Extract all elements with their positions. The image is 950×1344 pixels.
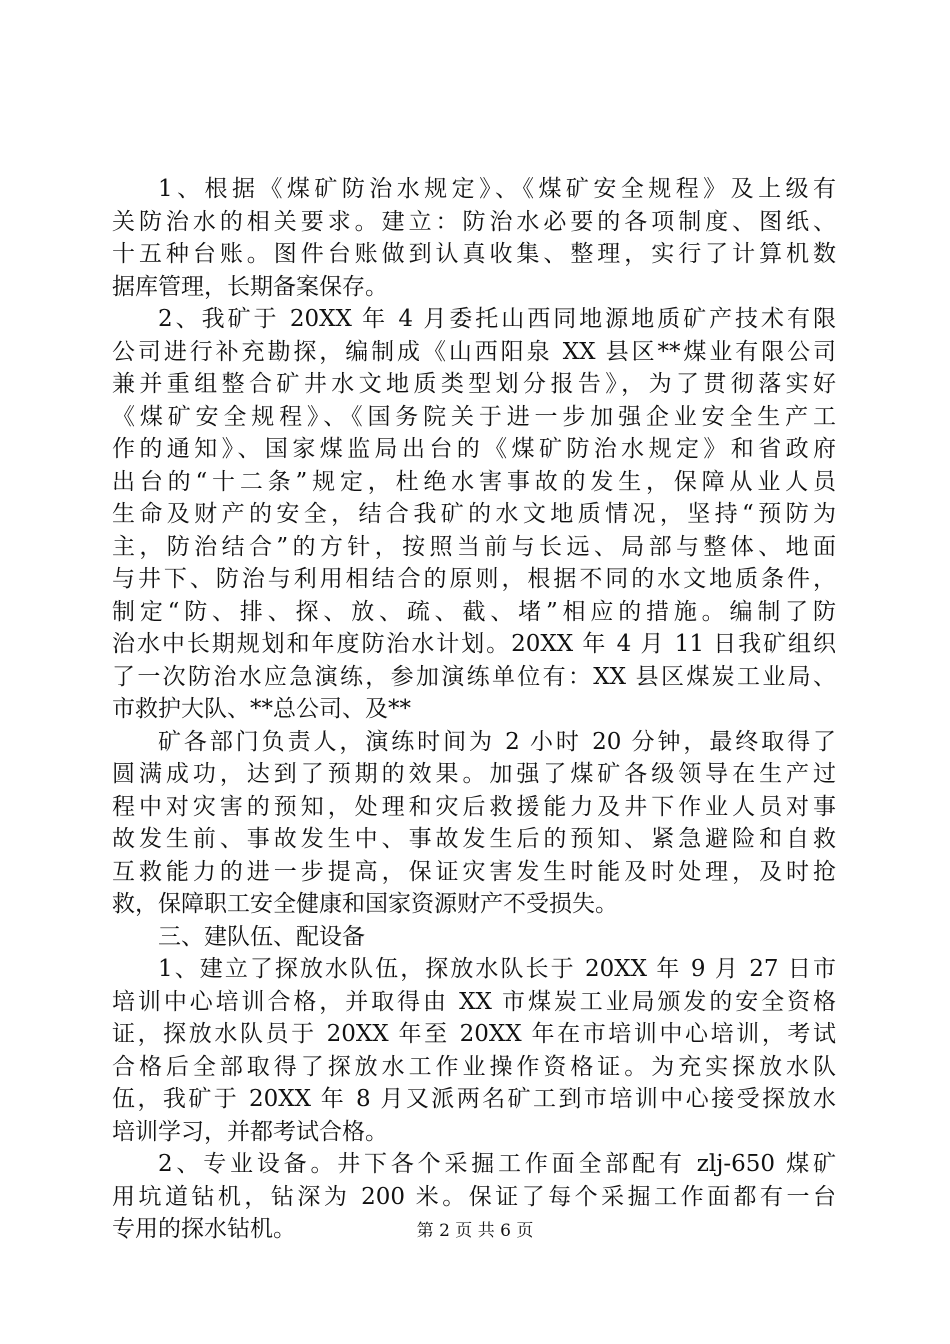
body-line-32: 用坑道钻机，钻深为 200 米。保证了每个采掘工作面都有一台 <box>112 1183 836 1210</box>
body-line-18: 矿各部门负责人，演练时间为 2 小时 20 分钟，最终取得了 <box>158 728 836 755</box>
body-line-17: 市救护大队、**总公司、及** <box>112 696 411 722</box>
body-line-33: 专用的探水钻机。 <box>112 1216 296 1242</box>
body-line-23: 救，保障职工安全健康和国家资源财产不受损失。 <box>112 891 618 917</box>
body-line-20: 程中对灾害的预知，处理和灾后救援能力及井下作业人员对事 <box>112 793 836 820</box>
body-line-13: 与井下、防治与利用相结合的原则，根据不同的水文地质条件， <box>112 566 836 592</box>
body-line-1: 1、根据《煤矿防治水规定》、《煤矿安全规程》及上级有 <box>158 176 836 202</box>
body-line-15: 治水中长期规划和年度防治水计划。20XX 年 4 月 11 日我矿组织 <box>112 631 836 657</box>
body-line-4: 据库管理，长期备案保存。 <box>112 273 388 300</box>
body-line-6: 公司进行补充勘探，编制成《山西阳泉 XX 县区**煤业有限公司 <box>112 338 836 365</box>
body-line-27: 证，探放水队员于 20XX 年至 20XX 年在市培训中心培训，考试 <box>112 1021 836 1047</box>
page-number-label: 第 2 页 共 6 页 <box>416 1221 534 1241</box>
body-line-28: 合格后全部取得了探放水工作业操作资格证。为充实探放水队 <box>112 1053 836 1080</box>
body-line-8: 《煤矿安全规程》、《国务院关于进一步加强企业安全生产工 <box>112 403 836 430</box>
body-line-12: 主，防治结合”的方针，按照当前与长远、局部与整体、地面 <box>112 533 836 560</box>
body-line-29: 伍，我矿于 20XX 年 8 月又派两名矿工到市培训中心接受探放水 <box>112 1086 836 1112</box>
body-line-25: 1、建立了探放水队伍，探放水队长于 20XX 年 9 月 27 日市 <box>158 956 836 982</box>
body-line-21: 故发生前、事故发生中、事故发生后的预知、紧急避险和自救 <box>112 826 836 852</box>
document-body <box>112 173 836 1246</box>
body-line-5: 2、我矿于 20XX 年 4 月委托山西同地源地质矿产技术有限 <box>158 306 836 332</box>
body-line-11: 生命及财产的安全，结合我矿的水文地质情况，坚持“预防为 <box>112 501 836 527</box>
body-line-19: 圆满成功，达到了预期的效果。加强了煤矿各级领导在生产过 <box>112 761 836 787</box>
page-footer <box>0 1216 950 1241</box>
body-line-10: 出台的“十二条”规定，杜绝水害事故的发生，保障从业人员 <box>112 468 836 495</box>
section-heading: 三、建队伍、配设备 <box>158 923 365 950</box>
body-line-9: 作的通知》、国家煤监局出台的《煤矿防治水规定》和省政府 <box>112 436 836 462</box>
body-line-22: 互救能力的进一步提高，保证灾害发生时能及时处理，及时抢 <box>112 858 836 885</box>
body-line-16: 了一次防治水应急演练，参加演练单位有：XX 县区煤炭工业局、 <box>112 663 836 690</box>
body-line-30: 培训学习，并都考试合格。 <box>112 1118 388 1145</box>
body-line-14: 制定“防、排、探、放、疏、截、堵”相应的措施。编制了防 <box>112 598 836 625</box>
body-line-2: 关防治水的相关要求。建立：防治水必要的各项制度、图纸、 <box>112 208 836 235</box>
body-line-31: 2、专业设备。井下各个采掘工作面全部配有 zlj-650 煤矿 <box>158 1151 836 1177</box>
body-line-26: 培训中心培训合格，并取得由 XX 市煤炭工业局颁发的安全资格 <box>112 988 836 1015</box>
body-line-3: 十五种台账。图件台账做到认真收集、整理，实行了计算机数 <box>112 241 836 267</box>
body-line-7: 兼并重组整合矿井水文地质类型划分报告》，为了贯彻落实好 <box>112 371 836 397</box>
